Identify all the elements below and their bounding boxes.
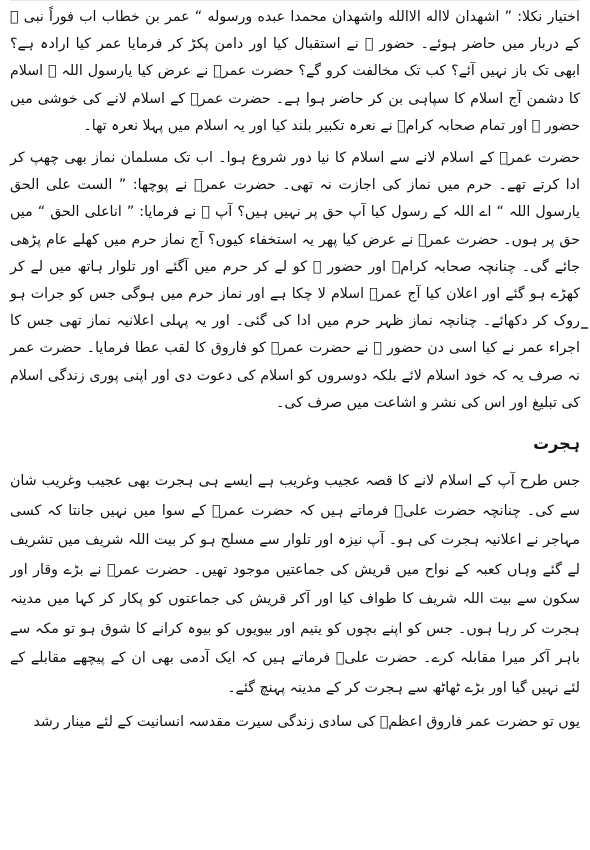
section-heading-hijrat: ہجرت [533,434,580,454]
document-page [10,4,580,846]
paragraph-conversion: اختیار نکلا: ” اشهدان لااله الاالله واشهدان محمدا عبده ورسوله “ عمر بن خطاب اب فوراً نبی ﷺ کے دربار میں حاضر ہوئے۔ حضور ﷺ نے استقبال کیا اور دامن پکڑ کر فرمایا عمر کیا ارادہ ہے؟ ابھی تک باز نہیں آئے؟ کب تک مخالفت کرو گے؟ حضرت عمرؓ نے عرض کیا یارسول اللہ ﷺ اسلام کا دشمن آج اسلام کا سپاہی بن کر حاضر ہوا ہے۔ حضرت عمرؓ کے اسلام لانے کی خوشی میں حضور ﷺ اور تمام صحابہ کرامؓ نے نعرہ تکبیر بلند کیا اور یہ اسلام میں پہلا نعرہ تھا۔ [10,9,580,134]
margin-mark [581,327,588,329]
paragraph-hijrat: جس طرح آپ کے اسلام لانے کا قصہ عجیب وغریب ہے ایسے ہی ہجرت بھی عجیب وغریب شان سے کی۔ چنانچہ حضرت علیؓ فرماتے ہیں کہ حضرت عمرؓ کے سوا میں نہیں جانتا کہ کسی مہاجر نے اعلانیہ ہجرت کی ہو۔ آپ نیزہ اور تلوار سے مسلح ہو کر بیت اللہ شریف میں تشریف لے گئے وہاں کعبہ کے نواح میں قریش کی جماعتیں موجود تھیں۔ حضرت عمرؓ نے بڑے وقار اور سکون سے بیت اللہ شریف کا طواف کیا اور آکر قریش کی جماعتوں کو پکار کر کہا میں مدینہ ہجرت کر رہا ہوں۔ جس کو اپنے بچوں کو یتیم اور بیویوں کو بیوہ کرانے کا شوق ہو تو مکہ سے باہر آکر میرا مقابلہ کرے۔ حضرت علیؓ فرماتے ہیں کہ ایک آدمی بھی ان کے پیچھے مقابلے کے لئے نہیں گیا اور بڑے ٹھاٹھ سے ہجرت کر کے مدینہ پہنچ گئے۔ [10,473,580,696]
paragraph-open-prayer: حضرت عمرؓ کے اسلام لانے سے اسلام کا نیا دور شروع ہوا۔ اب تک مسلمان نماز بھی چھپ کر ادا کرتے تھے۔ حرم میں نماز کی اجازت نہ تھی۔ حضرت عمرؓ نے پوچھا: ” الست علی الحق یارسول اللہ “ اے اللہ کے رسول کیا آپ حق پر نہیں ہیں؟ آپ ﷺ نے فرمایا: ” اناعلی الحق “ میں حق پر ہوں۔ حضرت عمرؓ نے عرض کیا پھر یہ استخفاء کیوں؟ آج نماز حرم میں کھلے عام پڑھی جائے گی۔ چنانچہ صحابہ کرامؓ اور حضور ﷺ کو لے کر حرم میں آگئے اور تلوار ہاتھ میں لے کر کھڑے ہو گئے اور اعلان کیا آج عمرؓ اسلام لا چکا ہے اور نماز حرم میں ہوگی جس کو جرات ہو روک کر دکھائے۔ چنانچہ نماز ظہر حرم میں ادا کی گئی۔ اور یہ پہلی اعلانیہ نماز تھی جس کا اجراء عمر نے کیا اسی دن حضور ﷺ نے حضرت عمرؓ کو فاروق کا لقب عطا فرمایا۔ حضرت عمر نہ صرف یہ کہ خود اسلام لائے بلکہ دوسروں کو اسلام کی دعوت دی اور اپنی پوری زندگی اسلام کی تبلیغ اور اس کی نشر و اشاعت میں صرف کی۔ [10,150,580,411]
page-top-rule [10,0,580,1]
section-hijrat-body [10,467,580,738]
paragraph-closing: یوں تو حضرت عمر فاروق اعظمؓ کی سادی زندگی سیرت مقدسہ انسانیت کے لئے مینار رشد [33,714,580,731]
